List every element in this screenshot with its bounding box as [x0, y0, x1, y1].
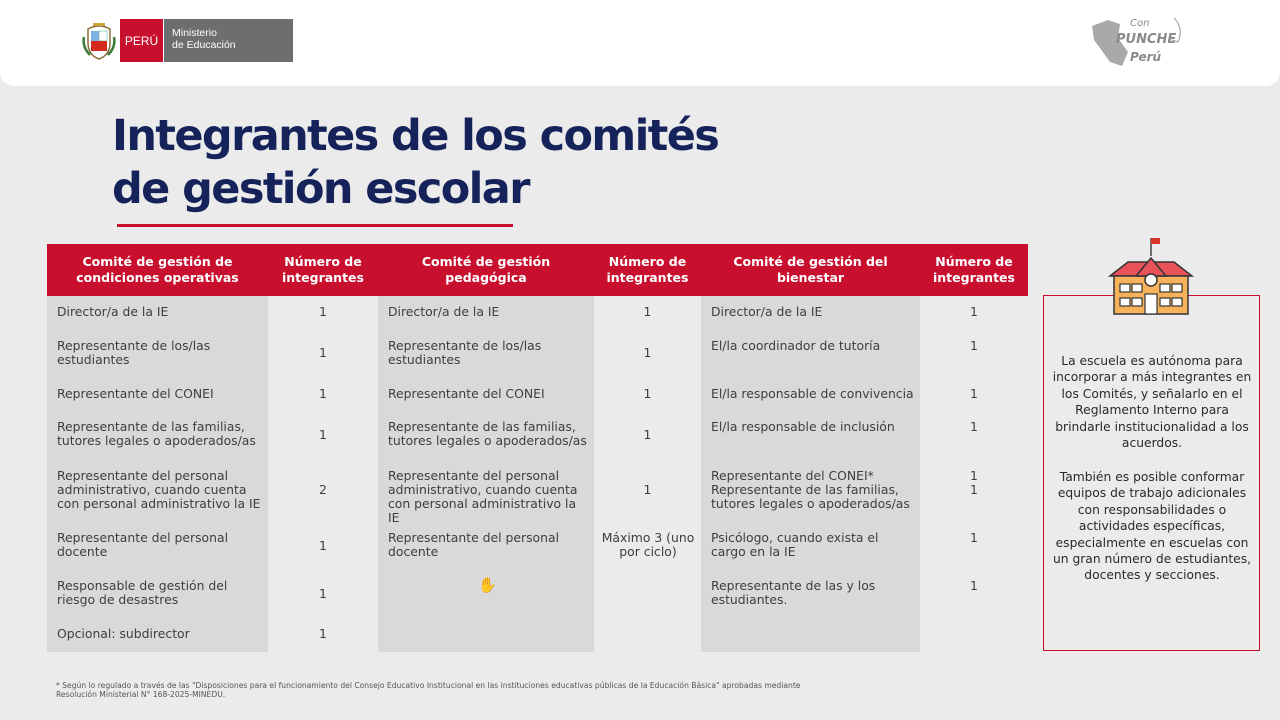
table-cell: Representante del CONEI [57, 386, 214, 401]
table-cell: El/la responsable de convivencia [711, 386, 914, 401]
table-cell: Representante de los/las estudiantes [388, 338, 542, 367]
table-cell-count: 1 [970, 482, 978, 497]
header-operativas: Comité de gestión de condiciones operativas [47, 244, 268, 296]
table-cell: Representante de los/las estudiantes [57, 338, 211, 367]
table-cell: El/la responsable de inclusión [711, 419, 895, 434]
table-cell-count: 1 [319, 586, 327, 601]
side-note-paragraph-1: La escuela es autónoma para incorporar a más integrantes en los Comités, y señalarlo en el Reglamento Interno para brindarle institucionalidad a los acuerdos. [1052, 354, 1252, 451]
table-cell: Director/a de la IE [388, 304, 500, 319]
minedu-logo [82, 19, 293, 62]
table-cell-count: 1 [319, 304, 327, 319]
header-count-1: Número de integrantes [268, 244, 378, 296]
table-cell-count: 1 [643, 482, 652, 497]
table-cell-count: 1 [970, 578, 978, 593]
table-cell: Representante del personal docente [57, 530, 229, 559]
footnote-line-2: Resolución Ministerial N° 168-2025-MINEDU. [56, 690, 226, 699]
table-cell-count: 1 [643, 386, 652, 401]
table-cell-count: 1 [319, 427, 327, 442]
table-cell: Representante del CONEI* [711, 468, 874, 483]
table-cell-count: 1 [970, 530, 978, 545]
table-cell: Psicólogo, cuando exista el cargo en la IE [711, 530, 879, 559]
table-cell-count: 1 [970, 304, 978, 319]
table-cell-count: 1 [970, 386, 978, 401]
table-cell: Director/a de la IE [711, 304, 823, 319]
con-punche-peru-logo [1086, 12, 1186, 70]
table-cell: Representante de las familias, tutores legales o apoderados/as [388, 419, 587, 448]
header-count-2: Número de integrantes [594, 244, 701, 296]
table-cell-count: 2 [319, 482, 327, 497]
footnote-line-1: * Según lo regulado a través de las "Disposiciones para el funcionamiento del Consejo Educativo Institucional en las instituciones educativas públicas de la Educación Básica" aprobadas mediante [56, 681, 801, 690]
table-cell: Representante del personal docente [388, 530, 560, 559]
side-note-paragraph-2: También es posible conformar equipos de trabajo adicionales con responsabilidades o actividades específicas, especialmente en escuelas con un gran número de estudiantes, docentes y secciones. [1052, 470, 1252, 583]
hand-cursor-icon: ✋ [478, 576, 497, 594]
table-cell-count: 1 [319, 626, 327, 641]
table-cell-count: 1 [319, 538, 327, 553]
brand-con: Con [1130, 18, 1150, 29]
table-cell: Representante de las familias, tutores legales o apoderados/as [57, 419, 256, 448]
ministry-line-1: Ministerio [172, 27, 217, 39]
page-title-line-1: Integrantes de los comités [112, 111, 719, 161]
table-cell-count: 1 [643, 304, 652, 319]
ministry-line-2: de Educación [172, 39, 236, 51]
header-count-3: Número de integrantes [920, 244, 1028, 296]
table-cell: Representante del personal administrativo, cuando cuenta con personal administrativo la IE [388, 468, 578, 525]
school-icon [1106, 236, 1196, 316]
table-cell-count: 1 [319, 345, 327, 360]
table-cell: Opcional: subdirector [57, 626, 190, 641]
footnote [56, 681, 896, 699]
header-pedagogica: Comité de gestión pedagógica [378, 244, 594, 296]
table-cell: El/la coordinador de tutoría [711, 338, 881, 353]
table-cell-count: 1 [970, 338, 978, 353]
table-cell: Responsable de gestión del riesgo de desastres [57, 578, 228, 607]
table-cell: Representante del CONEI [388, 386, 545, 401]
table-cell: Representante de las familias, tutores legales o apoderados/as [711, 482, 910, 511]
peru-label: PERÚ [120, 19, 163, 62]
table-cell: Representante del personal administrativo, cuando cuenta con personal administrativo la IE [57, 468, 261, 511]
top-bar [0, 0, 1280, 86]
page-title-line-2: de gestión escolar [112, 164, 529, 214]
brand-peru: Perú [1130, 50, 1162, 64]
table-cell-count: 1 [643, 345, 652, 360]
title-underline [117, 224, 513, 227]
coat-of-arms-icon [82, 21, 116, 61]
table-cell-count: Máximo 3 (uno por ciclo) [601, 530, 695, 559]
table-cell: Representante de las y los estudiantes. [711, 578, 876, 607]
page-title [112, 110, 718, 216]
table-cell: Director/a de la IE [57, 304, 169, 319]
table-cell-count: 1 [643, 427, 652, 442]
header-bienestar: Comité de gestión del bienestar [701, 244, 920, 296]
brand-punche: PUNCHE [1116, 32, 1177, 47]
ministry-label [163, 19, 293, 62]
table-cell-count: 1 [319, 386, 327, 401]
table-cell-count: 1 [970, 419, 978, 434]
table-cell-count: 1 [970, 468, 978, 483]
